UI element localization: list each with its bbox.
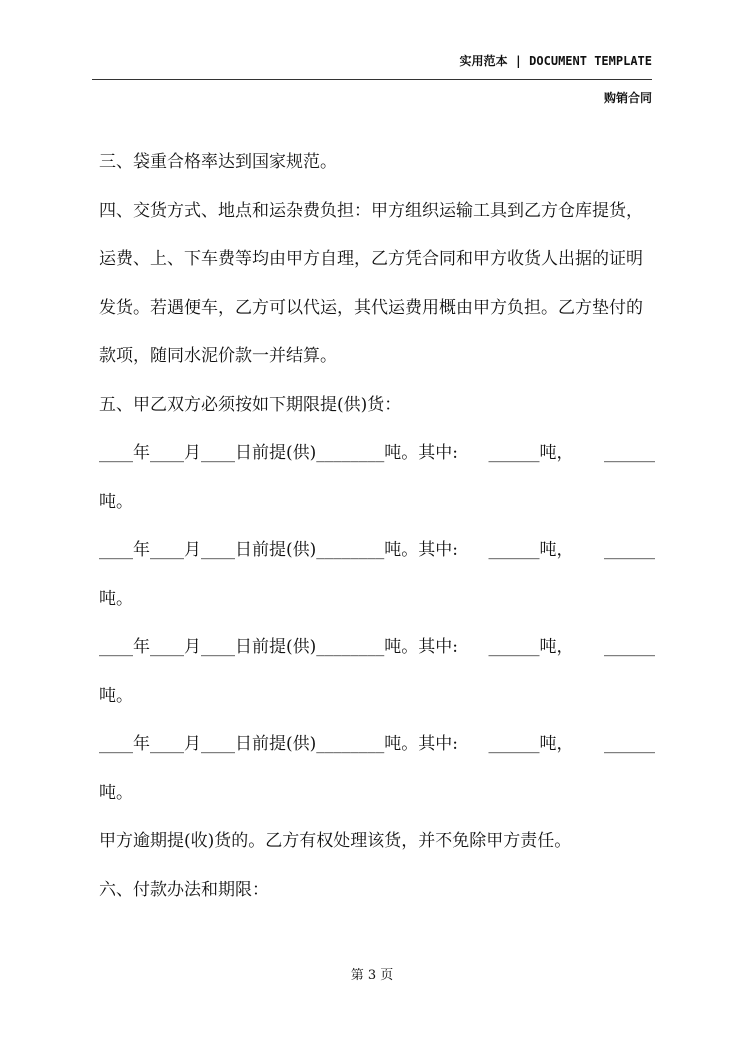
page-number: 第 3 页 — [350, 968, 394, 983]
delivery-schedule-row — [99, 720, 655, 769]
delivery-amount-blank: ______吨， — [488, 443, 574, 463]
delivery-date-blanks: ____年____月____日前提(供)________吨。其中: — [99, 540, 458, 560]
page-header — [92, 0, 652, 110]
header-divider — [92, 79, 652, 80]
delivery-schedule-row — [99, 623, 655, 672]
delivery-date-blanks: ____年____月____日前提(供)________吨。其中: — [99, 443, 458, 463]
delivery-schedule-tail: 吨。 — [99, 491, 133, 512]
delivery-extra-blank: ______ — [604, 734, 655, 754]
delivery-extra-blank: ______ — [604, 637, 655, 657]
delivery-extra-blank: ______ — [604, 540, 655, 560]
document-body — [99, 138, 655, 914]
delivery-schedule-tail: 吨。 — [99, 685, 133, 706]
delivery-date-blanks: ____年____月____日前提(供)________吨。其中: — [99, 637, 458, 657]
delivery-date-blanks: ____年____月____日前提(供)________吨。其中: — [99, 734, 458, 754]
delivery-schedule-tail: 吨。 — [99, 782, 133, 803]
header-title: 实用范本 | DOCUMENT TEMPLATE — [459, 54, 652, 68]
delivery-amount-blank: ______吨， — [488, 734, 574, 754]
late-pickup-clause: 甲方逾期提(收)货的。乙方有权处理该货，并不免除甲方责任。 — [99, 831, 572, 851]
delivery-schedule-tail: 吨。 — [99, 588, 133, 609]
delivery-schedule-row — [99, 429, 655, 478]
clause-6: 六、付款办法和期限： — [99, 879, 269, 900]
clause-3: 三、袋重合格率达到国家规范。 — [99, 152, 337, 172]
delivery-amount-blank: ______吨， — [488, 637, 574, 657]
delivery-schedule-row — [99, 526, 655, 575]
clause-4: 四、交货方式、地点和运杂费负担：甲方组织运输工具到乙方仓库提货，运费、上、下车费等均由甲方自理，乙方凭合同和甲方收货人出据的证明发货。若遇便车，乙方可以代运，其代运费用概由甲方负担。乙方垫付的款项，随同水泥价款一并结算。 — [99, 200, 643, 366]
delivery-amount-blank: ______吨， — [488, 540, 574, 560]
delivery-extra-blank: ______ — [604, 443, 655, 463]
header-subtitle: 购销合同 — [603, 91, 652, 105]
clause-5: 五、甲乙双方必须按如下期限提(供)货： — [99, 394, 402, 415]
